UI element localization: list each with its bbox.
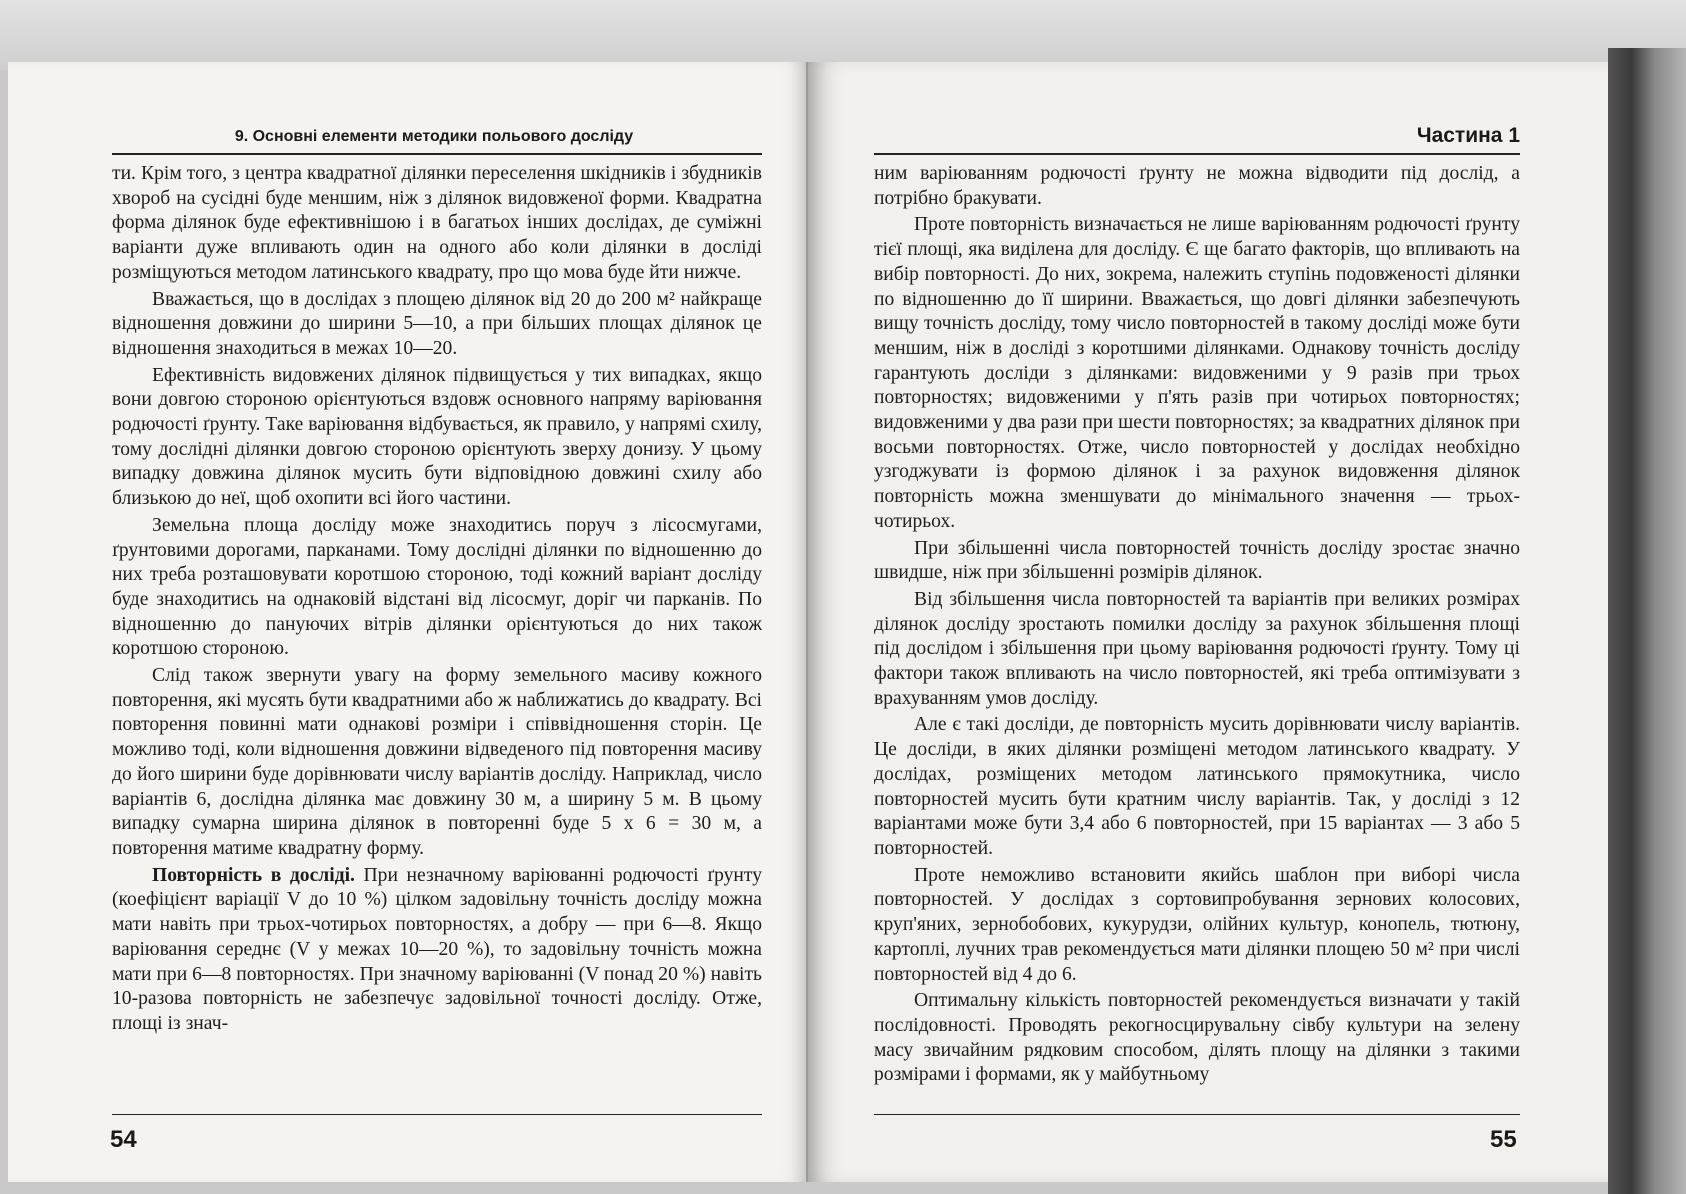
- paragraph: Ефективність видовжених ділянок підвищується у тих випадках, якщо вони довгою стороною орієнтуються вздовж основного напряму варіювання родючості ґрунту. Таке варіювання відбувається, як правило, у напрямі схилу, тому дослідні ділянки довгою стороною орієнтують зверху донизу. У цьому випадку довжина ділянок мусить бути відповідною довжині схилу або близькою до неї, щоб охопити всі його частини.: [112, 364, 762, 510]
- left-header-rule: [112, 153, 762, 155]
- paragraph: Проте неможливо встановити якийсь шаблон при виборі числа повторностей. У дослідах з сортовипробування зернових колосових, круп'яних, зернобобових, кукурудзи, олійних культур, конопель, тютюну, картоплі, лучних трав рекомендується мати ділянки площею 50 м² при числі повторностей від 4 до 6.: [874, 864, 1520, 985]
- left-page: [8, 62, 808, 1182]
- inline-heading: Повторність в досліді.: [152, 864, 355, 886]
- paragraph: Вважається, що в дослідах з площею ділянок від 20 до 200 м² найкраще відношення довжини до ширини 5—10, а при більших площах ділянок це відношення знаходиться в межах 10—20.: [112, 288, 762, 359]
- right-footer-rule: [874, 1114, 1520, 1115]
- left-page-text: [112, 162, 762, 1037]
- paragraph: Від збільшення числа повторностей та варіантів при великих розмірах ділянок досліду зростають помилки досліду за рахунок збільшення площі під дослідом і збільшення при цьому варіювання родючості ґрунту. Тому ці фактори також впливають на число повторностей, які треба оптимізувати з врахуванням умов досліду.: [874, 588, 1520, 709]
- scan-background: [0, 0, 1686, 70]
- right-running-head: Частина 1: [1416, 124, 1520, 147]
- paragraph: Проте повторність визначається не лише варіюванням родючості ґрунту тієї площі, яка виділена для досліду. Є ще багато факторів, що впливають на вибір повторності. До них, зокрема, належить ступінь подовженості ділянки по відношенню до її ширини. Вважається, що довгі ділянки забезпечують вищу точність досліду, тому число повторностей в такому досліді може бути меншим, ніж в досліді з коротшими ділянками. Однакову точність досліду гарантують досліди з ділянками: видовженими у 9 разів при трьох повторностях; видовженими у п'ять разів при чотирьох повторностях; видовженими у два рази при шести повторностях; за квадратних ділянок при восьми повторностях. Отже, число повторностей у дослідах необхідно узгоджувати із формою ділянок і за рахунок видовження ділянок повторність можна зменшувати до мінімального значення — трьох-чотирьох.: [874, 214, 1520, 532]
- right-header-rule: [874, 153, 1520, 155]
- paragraph-with-heading: [112, 864, 762, 1037]
- paragraph: При збільшенні числа повторностей точність досліду зростає значно швидше, ніж при збільшенні розмірів ділянок.: [874, 537, 1520, 584]
- right-page-text: [874, 162, 1520, 1088]
- paragraph: Оптимальну кількість повторностей рекомендується визначати у такій послідовності. Проводять рекогносцирувальну сівбу культури на зелену масу звичайним рядковим способом, ділять площу на ділянки з такими розмірами і формами, як у майбутньому: [874, 990, 1520, 1086]
- left-page-number: 54: [110, 1126, 137, 1153]
- paragraph: Земельна площа досліду може знаходитись поруч з лісосмугами, ґрунтовими дорогами, парканами. Тому дослідні ділянки по відношенню до них треба розташовувати коротшою стороною, тоді кожний варіант досліду буде знаходитись на однаковій відстані від лісосмуг, доріг чи парканів. По відношенню до пануючих вітрів ділянки орієнтуються до них також коротшою стороною.: [112, 514, 762, 660]
- left-footer-rule: [112, 1114, 762, 1115]
- right-page-number: 55: [1490, 1126, 1517, 1153]
- paragraph: Слід також звернути увагу на форму земельного масиву кожного повторення, які мусять бути квадратними або ж наближатись до квадрату. Всі повторення повинні мати однакові розміри і співвідношення сторін. Це можливо тоді, коли відношення довжини відведеного під повторення масиву до його ширини буде дорівнювати числу варіантів досліду. Наприклад, число варіантів 6, дослідна ділянка має довжину 30 м, а ширину 5 м. В цьому випадку сумарна ширина ділянок в повторенні буде 5 x 6 = 30 м, а повторення матиме квадратну форму.: [112, 665, 762, 859]
- right-page: [808, 62, 1608, 1182]
- paragraph-text: При незначному варіюванні родючості ґрунту (коефіцієнт варіації V до 10 %) цілком задовільну точність досліду можна мати навіть при трьох-чотирьох повторностях, а добру — при 6—8. Якщо варіювання середнє (V у межах 10—20 %), то задовільну точність можна мати при 6—8 повторностях. При значному варіюванні (V понад 20 %) навіть 10-разова повторність не забезпечує задовільної точності досліду. Отже, площі із знач-: [112, 864, 762, 1034]
- paragraph: ти. Крім того, з центра квадратної ділянки переселення шкідників і збудників хвороб на сусідні буде меншим, ніж з ділянок видовженої форми. Квадратна форма ділянок буде ефективнішою і в багатьох інших дослідах, де суміжні варіанти дуже впливають один на одного або коли ділянки в досліді розміщуються методом латинського квадрату, про що мова буде йти нижче.: [112, 163, 762, 283]
- left-running-head: 9. Основні елементи методики польового досліду: [234, 128, 634, 145]
- paragraph: ним варіюванням родючості ґрунту не можна відводити під дослід, а потрібно бракувати.: [874, 163, 1520, 209]
- paragraph: Але є такі досліди, де повторність мусить дорівнювати числу варіантів. Це досліди, в яких ділянки розміщені методом латинського квадрату. У дослідах, розміщених методом латинського прямокутника, число повторностей мусить бути кратним числу варіантів. Так, у досліді з 12 варіантами може бути 3,4 або 6 повторностей, при 15 варіантах — 3 або 5 повторностей.: [874, 714, 1520, 859]
- open-book: [0, 62, 1686, 1194]
